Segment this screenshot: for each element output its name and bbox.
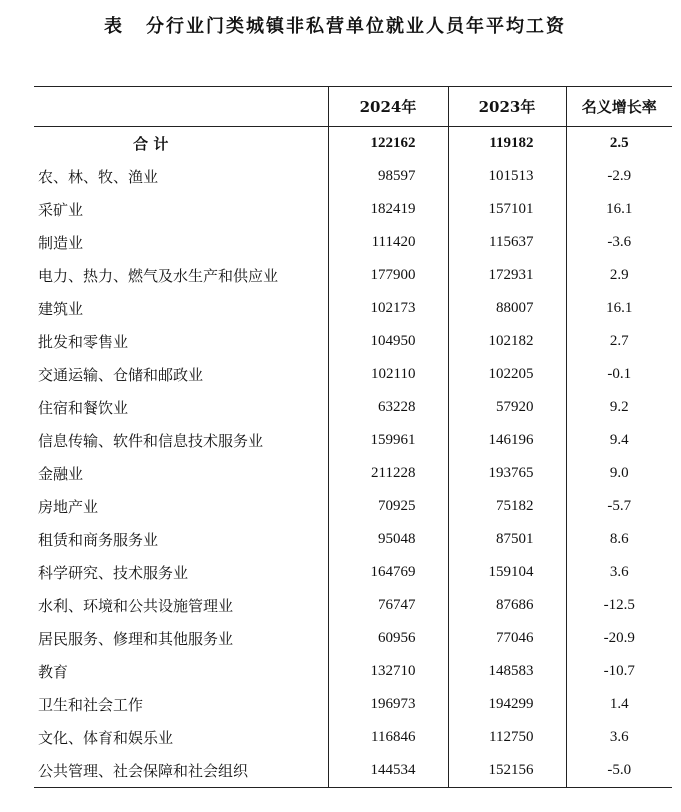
wage-2024-cell: 102110: [328, 358, 448, 391]
wage-2024-cell: 104950: [328, 325, 448, 358]
growth-cell: -5.0: [566, 754, 672, 788]
wage-2023-cell: 194299: [448, 688, 566, 721]
wage-2023-cell: 193765: [448, 457, 566, 490]
industry-cell: 卫生和社会工作: [34, 688, 328, 721]
growth-cell: -0.1: [607, 366, 632, 382]
growth-cell: 16.1: [606, 201, 633, 217]
industry-cell: 电力、热力、燃气及水生产和供应业: [34, 259, 328, 292]
growth-cell: -5.7: [607, 498, 632, 514]
wage-2023-cell: 75182: [448, 490, 566, 523]
wage-2024-cell: 70925: [328, 490, 448, 523]
wage-2024-cell: 76747: [328, 589, 448, 622]
table-row: [34, 358, 672, 391]
wage-2023-cell: 146196: [448, 424, 566, 457]
table-row: [34, 457, 672, 490]
wage-2023-cell: 112750: [448, 721, 566, 754]
wage-2024-cell: 196973: [328, 688, 448, 721]
table-row: [34, 292, 672, 325]
industry-cell: 金融业: [34, 457, 328, 490]
growth-cell: -12.5: [603, 597, 635, 613]
industry-cell: 制造业: [34, 226, 328, 259]
wage-2023-cell: 172931: [448, 259, 566, 292]
table-row: [34, 193, 672, 226]
growth-cell: 2.7: [609, 333, 629, 349]
header-row: [34, 87, 672, 127]
wage-2023-cell: 157101: [448, 193, 566, 226]
table-row: [34, 754, 672, 788]
wage-2024-cell: 177900: [328, 259, 448, 292]
growth-cell: -10.7: [603, 663, 635, 679]
wage-2024-cell: 98597: [328, 160, 448, 193]
wage-2023-cell: 87501: [448, 523, 566, 556]
industry-cell: 农、林、牧、渔业: [34, 160, 328, 193]
wage-2024-cell: 164769: [328, 556, 448, 589]
wage-2023-cell: 77046: [448, 622, 566, 655]
wage-table: [34, 86, 672, 788]
header-growth: 名义增长率: [566, 87, 672, 127]
total-row: [34, 127, 672, 161]
growth-cell: 9.4: [609, 432, 629, 448]
wage-2023-cell: 101513: [448, 160, 566, 193]
growth-cell: -3.6: [607, 234, 632, 250]
wage-2023-cell: 87686: [448, 589, 566, 622]
wage-2024-cell: 116846: [328, 721, 448, 754]
wage-2024-cell: 63228: [328, 391, 448, 424]
header-industry: [34, 87, 328, 127]
wage-2024-cell: 182419: [328, 193, 448, 226]
wage-2024-cell: 95048: [328, 523, 448, 556]
industry-cell: 公共管理、社会保障和社会组织: [34, 754, 328, 788]
industry-cell: 居民服务、修理和其他服务业: [34, 622, 328, 655]
industry-cell: 交通运输、仓储和邮政业: [34, 358, 328, 391]
table-row: [34, 226, 672, 259]
growth-cell: 3.6: [609, 729, 629, 745]
wage-2023-cell: 152156: [448, 754, 566, 788]
industry-cell: 信息传输、软件和信息技术服务业: [34, 424, 328, 457]
wage-2023-cell: 159104: [448, 556, 566, 589]
industry-cell: 教育: [34, 655, 328, 688]
industry-cell: 批发和零售业: [34, 325, 328, 358]
growth-cell: 3.6: [609, 564, 629, 580]
industry-cell: 科学研究、技术服务业: [34, 556, 328, 589]
growth-cell: -20.9: [603, 630, 635, 646]
industry-cell: 租赁和商务服务业: [34, 523, 328, 556]
industry-cell: 房地产业: [34, 490, 328, 523]
wage-2024-cell: 132710: [328, 655, 448, 688]
table-row: [34, 589, 672, 622]
total-2023: 119182: [448, 127, 566, 161]
table-row: [34, 688, 672, 721]
table-row: [34, 259, 672, 292]
industry-cell: 建筑业: [34, 292, 328, 325]
wage-2023-cell: 57920: [448, 391, 566, 424]
industry-cell: 文化、体育和娱乐业: [34, 721, 328, 754]
wage-2023-cell: 102205: [448, 358, 566, 391]
table-row: [34, 490, 672, 523]
table-row: [34, 622, 672, 655]
table-row: [34, 160, 672, 193]
growth-cell: 1.4: [609, 696, 629, 712]
header-2023: 2023年: [448, 87, 566, 127]
growth-cell: 8.6: [609, 531, 629, 547]
wage-2023-cell: 148583: [448, 655, 566, 688]
wage-2023-cell: 102182: [448, 325, 566, 358]
wage-2024-cell: 159961: [328, 424, 448, 457]
wage-2023-cell: 88007: [448, 292, 566, 325]
table-row: [34, 391, 672, 424]
growth-cell: 9.0: [609, 465, 629, 481]
wage-2024-cell: 111420: [328, 226, 448, 259]
table-row: [34, 325, 672, 358]
wage-2024-cell: 211228: [328, 457, 448, 490]
industry-cell: 住宿和餐饮业: [34, 391, 328, 424]
table-row: [34, 424, 672, 457]
table-row: [34, 556, 672, 589]
total-growth: 2.5: [609, 135, 629, 151]
table-title: 分行业门类城镇非私营单位就业人员年平均工资: [146, 16, 566, 37]
wage-2023-cell: 115637: [448, 226, 566, 259]
total-label: 合 计: [34, 127, 328, 161]
industry-cell: 水利、环境和公共设施管理业: [34, 589, 328, 622]
total-2024: 122162: [328, 127, 448, 161]
table-label: 表: [104, 16, 124, 37]
table-row: [34, 655, 672, 688]
growth-cell: -2.9: [607, 168, 632, 184]
growth-cell: 9.2: [609, 399, 629, 415]
header-2024: 2024年: [328, 87, 448, 127]
table-row: [34, 523, 672, 556]
table-row: [34, 721, 672, 754]
industry-cell: 采矿业: [34, 193, 328, 226]
wage-2024-cell: 60956: [328, 622, 448, 655]
growth-cell: 16.1: [606, 300, 633, 316]
page-title: [0, 12, 681, 38]
growth-cell: 2.9: [609, 267, 629, 283]
wage-2024-cell: 144534: [328, 754, 448, 788]
wage-2024-cell: 102173: [328, 292, 448, 325]
